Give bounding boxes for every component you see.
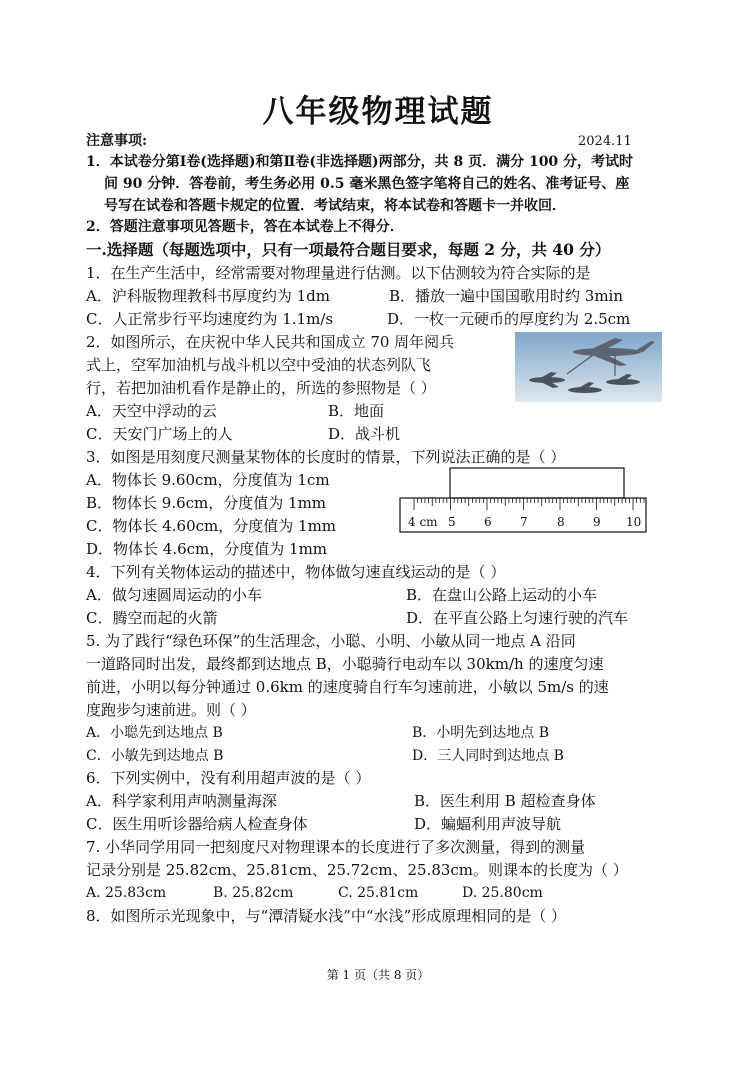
ruler-label: 9 <box>593 515 601 529</box>
q1-option-a: A．沪科版物理教科书厚度约为 1dm <box>86 287 330 305</box>
ruler-label: 10 <box>626 515 642 529</box>
q4-option-a: A．做匀速圆周运动的小车 <box>86 586 262 604</box>
exam-date: 2024.11 <box>578 134 632 149</box>
q1-stem: 1．在生产生活中，经常需要对物理量进行估测。以下估测较为符合实际的是 <box>86 264 591 282</box>
q2-option-d: D．战斗机 <box>328 425 401 443</box>
ruler-svg <box>398 462 648 534</box>
notice-line: 1．本试卷分第Ⅰ卷(选择题)和第Ⅱ卷(非选择题)两部分，共 8 页．满分 100 分，考试时 <box>86 154 634 170</box>
q1-option-c: C．人正常步行平均速度约为 1.1m/s <box>86 310 334 328</box>
refueling-aircraft-photo <box>515 332 662 402</box>
q3-option-d: D．物体长 4.6cm，分度值为 1mm <box>86 540 328 558</box>
q5-stem: 前进，小明以每分钟通过 0.6km 的速度骑自行车匀速前进，小敏以 5m/s 的速 <box>86 678 609 696</box>
q5-option-b: B．小明先到达地点 B <box>412 725 550 741</box>
q5-option-c: C．小敏先到达地点 B <box>86 748 224 764</box>
q3-option-b: B．物体长 9.6cm，分度值为 1mm <box>86 494 327 512</box>
notice-line: 2．答题注意事项见答题卡，答在本试卷上不得分． <box>86 219 404 235</box>
q4-option-b: B．在盘山公路上运动的小车 <box>406 586 598 604</box>
ruler-label: 5 <box>448 515 456 529</box>
q2-stem: 2．如图所示，在庆祝中华人民共和国成立 70 周年阅兵 <box>86 333 455 351</box>
q4-option-c: C．腾空而起的火箭 <box>86 609 218 627</box>
ruler-label: 4 cm <box>408 515 438 529</box>
q5-stem: 5. 为了践行“绿色环保”的生活理念，小聪、小明、小敏从同一地点 A 沿同 <box>86 632 576 650</box>
notice-heading: 注意事项: <box>86 133 148 149</box>
q3-option-c: C．物体长 4.60cm，分度值为 1mm <box>86 517 337 535</box>
q5-option-d: D．三人同时到达地点 B <box>412 748 564 764</box>
q8-stem: 8．如图所示光现象中，与“潭清疑水浅”中“水浅”形成原理相同的是（ ） <box>86 907 566 925</box>
ruler-figure <box>398 462 648 534</box>
ruler-label: 6 <box>484 515 492 529</box>
q3-stem: 3．如图是用刻度尺测量某物体的长度时的情景，下列说法正确的是（ ） <box>86 448 566 466</box>
q7-option-a: A. 25.83cm <box>86 885 167 901</box>
q6-option-c: C．医生用听诊器给病人检查身体 <box>86 815 308 833</box>
q7-stem: 7. 小华同学用同一把刻度尺对物理课本的长度进行了多次测量，得到的测量 <box>86 838 586 856</box>
q2-stem: 行，若把加油机看作是静止的，所选的参照物是（ ） <box>86 379 436 397</box>
q7-option-b: B. 25.82cm <box>213 885 294 901</box>
aircraft-illustration <box>515 332 662 402</box>
q7-option-c: C. 25.81cm <box>338 885 419 901</box>
ruler-label: 7 <box>520 515 528 529</box>
q6-option-b: B．医生利用 B 超检查身体 <box>414 792 596 810</box>
q6-option-d: D．蝙蝠利用声波导航 <box>414 815 562 833</box>
q5-stem: 一道路同时出发，最终都到达地点 B，小聪骑行电动车以 30km/h 的速度匀速 <box>86 655 604 673</box>
q3-option-a: A．物体长 9.60cm，分度值为 1cm <box>86 471 330 489</box>
q2-option-b: B．地面 <box>328 402 385 420</box>
q1-option-b: B．播放一遍中国国歌用时约 3min <box>389 287 624 305</box>
q2-option-c: C．天安门广场上的人 <box>86 425 233 443</box>
q2-option-a: A．天空中浮动的云 <box>86 402 217 420</box>
notice-line: 间 90 分钟．答卷前，考生务必用 0.5 毫米黑色签字笔将自己的姓名、准考证号、座 <box>104 176 630 192</box>
measured-object <box>450 468 624 498</box>
q6-stem: 6．下列实例中，没有利用超声波的是（ ） <box>86 769 371 787</box>
q4-option-d: D．在平直公路上匀速行驶的汽车 <box>406 609 629 627</box>
page-footer: 第 1 页（共 8 页） <box>326 968 430 982</box>
page-title: 八年级物理试题 <box>262 94 494 130</box>
q5-option-a: A．小聪先到达地点 B <box>86 725 223 741</box>
q5-stem: 度跑步匀速前进。则（ ） <box>86 701 256 719</box>
notice-line: 号写在试卷和答题卡规定的位置．考试结束，将本试卷和答题卡一并收回． <box>104 198 566 214</box>
q1-option-d: D．一枚一元硬币的厚度约为 2.5cm <box>387 310 631 328</box>
section-title: 一.选择题（每题选项中，只有一项最符合题目要求，每题 2 分，共 40 分） <box>86 240 611 259</box>
q2-stem: 式上，空军加油机与战斗机以空中受油的状态列队飞 <box>86 356 432 374</box>
q6-option-a: A．科学家利用声呐测量海深 <box>86 792 277 810</box>
ruler-label: 8 <box>557 515 565 529</box>
q7-option-d: D. 25.80cm <box>462 885 543 901</box>
q4-stem: 4．下列有关物体运动的描述中，物体做匀速直线运动的是（ ） <box>86 563 506 581</box>
q7-stem: 记录分别是 25.82cm、25.81cm、25.72cm、25.83cm。则课本的长度为（ ） <box>86 861 628 879</box>
